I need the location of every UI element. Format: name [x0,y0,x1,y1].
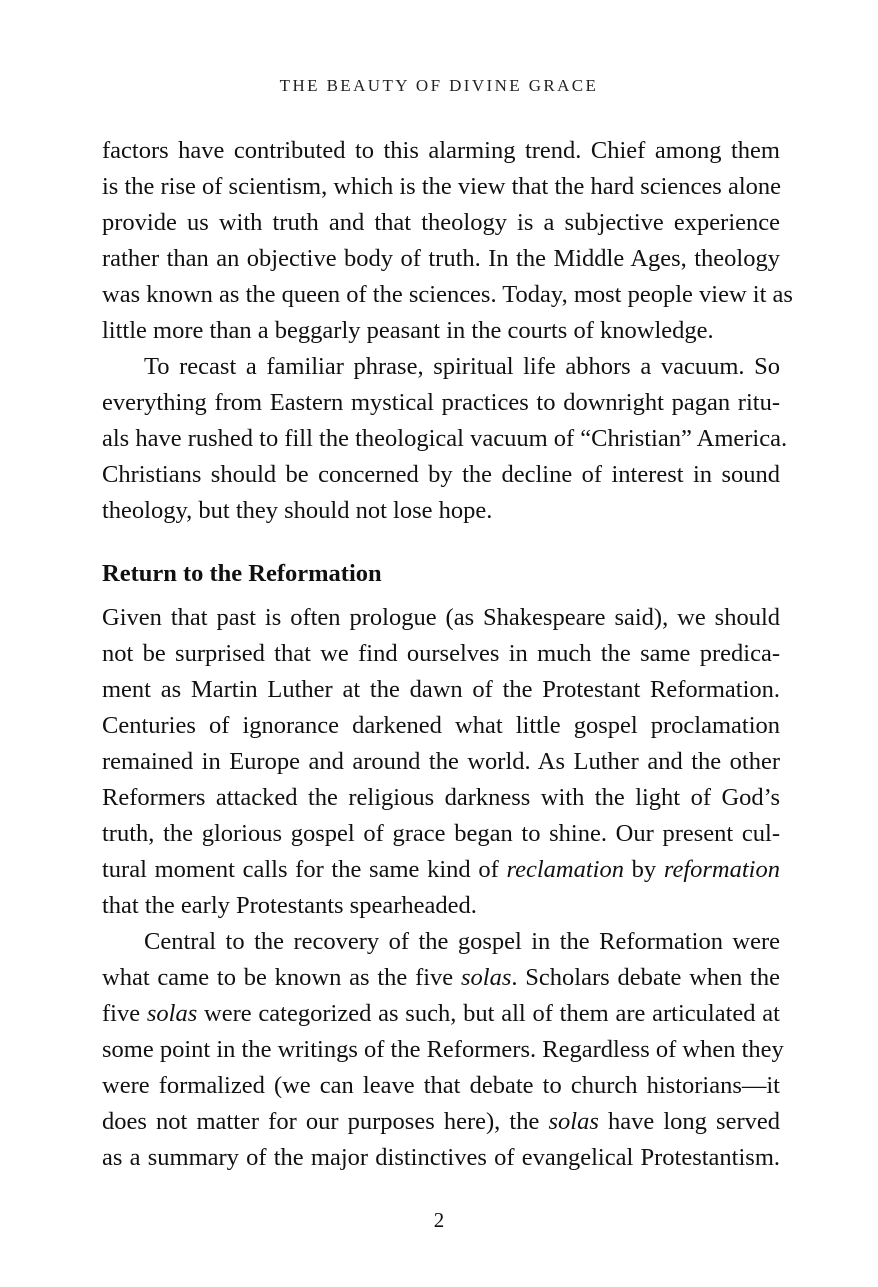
text-run: does not matter for our purposes here), the [102,1108,549,1135]
text-line: truth, the glorious gospel of grace began to shine. Our present cul- [102,820,780,847]
paragraph-2 [102,349,788,529]
text-run: . Scholars debate when the [511,964,780,991]
text-run: were categorized as such, but all of them are articulated at [197,1000,780,1027]
text-line: Christians should be concerned by the decline of interest in sound [102,461,780,488]
italic-run: solas [146,1000,198,1027]
text-line: theology, but they should not lose hope. [102,497,493,524]
text-line: Central to the recovery of the gospel in the Reformation were [144,928,780,955]
text-line [102,1104,780,1140]
text-line: that the early Protestants spearheaded. [102,892,477,919]
text-line: To recast a familiar phrase, spiritual life abhors a vacuum. So [144,353,780,380]
text-run: have long served [598,1108,780,1135]
text-run: by [623,856,664,883]
text-run: what came to be known as the five [102,964,461,991]
text-line: ment as Martin Luther at the dawn of the Protestant Reformation. [102,676,780,703]
paragraph-3 [102,600,780,924]
text-line: as a summary of the major distinctives of evangelical Protestantism. [102,1144,780,1171]
text-run: tural moment calls for the same kind of [102,856,507,883]
italic-run: solas [548,1108,599,1135]
text-line: little more than a beggarly peasant in the courts of knowledge. [102,317,714,344]
text-line: were formalized (we can leave that debate to church historians—it [102,1072,780,1099]
italic-run: solas [460,964,512,991]
text-line [102,960,780,996]
text-line: provide us with truth and that theology is a subjective experience [102,209,780,236]
paragraph-4 [102,924,784,1176]
text-line: was known as the queen of the sciences. Today, most people view it as [102,281,793,308]
italic-run: reclamation [506,856,624,883]
running-head: THE BEAUTY OF DIVINE GRACE [279,76,599,95]
text-line: not be surprised that we find ourselves in much the same predica- [102,640,780,667]
text-line [102,996,780,1032]
text-line: everything from Eastern mystical practices to downright pagan ritu- [102,389,780,416]
text-line: Centuries of ignorance darkened what little gospel proclamation [102,712,780,739]
section-heading: Return to the Reformation [102,560,382,587]
text-line: is the rise of scientism, which is the view that the hard sciences alone [102,173,782,200]
paragraph-1 [102,133,793,349]
page-number: 2 [433,1208,445,1232]
text-run: five [102,1000,147,1027]
text-line: remained in Europe and around the world. As Luther and the other [102,748,780,775]
text-line: als have rushed to fill the theological vacuum of “Christian” America. [102,425,788,452]
text-line: some point in the writings of the Reformers. Regardless of when they [102,1036,784,1063]
text-line [102,852,780,888]
body-text [102,133,793,1176]
text-line: rather than an objective body of truth. In the Middle Ages, theology [102,245,780,272]
text-line: Reformers attacked the religious darkness with the light of God’s [102,784,780,811]
text-line: Given that past is often prologue (as Shakespeare said), we should [102,604,780,631]
italic-run: reformation [663,856,780,883]
text-line: factors have contributed to this alarming trend. Chief among them [102,137,780,164]
